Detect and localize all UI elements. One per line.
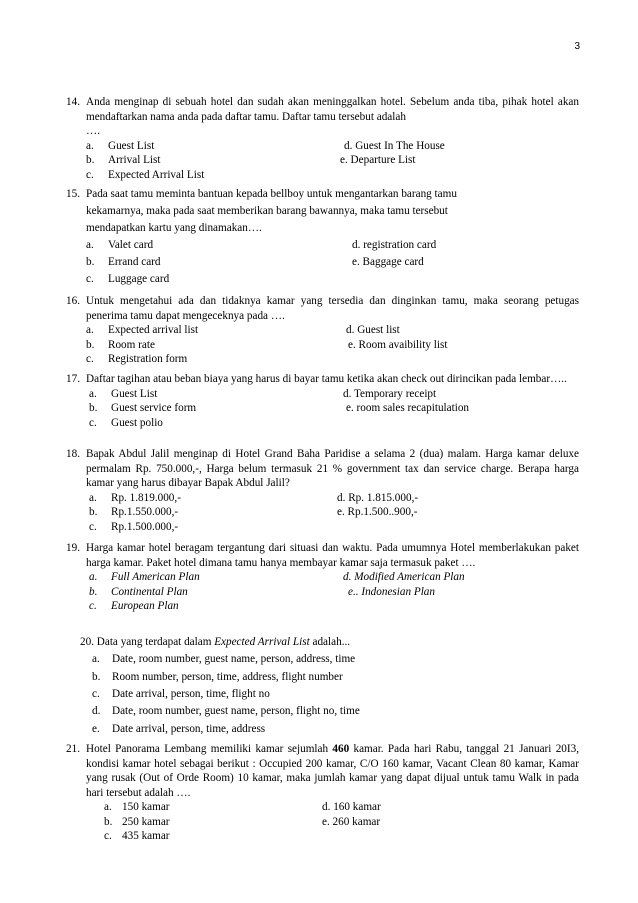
question-number: 20. — [80, 636, 94, 648]
option-row: a. Valet card d. registration card — [86, 237, 579, 254]
option-row: b. 250 kamar e. 260 kamar — [104, 815, 381, 828]
option-row: a. Rp. 1.819.000,- d. Rp. 1.815.000,- — [89, 491, 419, 504]
option-row: c. Expected Arrival List — [86, 168, 205, 181]
option-row: b. Guest service form e. room sales recapitulation — [89, 402, 470, 415]
option-row: a. Guest List d. Guest In The House — [86, 139, 445, 152]
option-row: c. Registration form — [86, 353, 188, 366]
question-text: 17. Daftar tagihan atau beban biaya yang harus di bayar tamu ketika akan check out dirincikan pada lembar….. — [66, 373, 567, 385]
option-b: Room rate — [108, 338, 155, 351]
question-number: 18. — [66, 448, 80, 460]
option-d: d. Guest In The House — [344, 139, 445, 152]
option-row: b. Room number, person, time, address, flight number — [92, 669, 580, 686]
option-a: Guest List — [111, 387, 158, 400]
option-d: d. 160 kamar — [322, 801, 381, 814]
question-text: 16. Untuk mengetahui ada dan tidaknya kamar yang tersedia dan dinginkan tamu, maka seorang petugas penerima tamu dapat mengeceknya pada …. — [66, 295, 579, 322]
question-text: 14. Anda menginap di sebuah hotel dan sudah akan meninggalkan hotel. Sebelum anda tiba, pihak hotel akan mendaftarkan nama anda pada daftar tamu. Daftar tamu tersebut adalah — [66, 96, 579, 123]
option-row: b. Rp.1.550.000,- e. Rp.1.500..900,- — [89, 506, 418, 519]
question-14 — [66, 95, 579, 182]
option-a: Rp. 1.819.000,- — [111, 491, 181, 504]
option-row: e. Date arrival, person, time, address — [92, 721, 580, 738]
option-b: Rp.1.550.000,- — [111, 506, 179, 519]
ellipsis: …. — [86, 125, 100, 138]
option-e: e. Departure List — [340, 154, 416, 167]
option-c: Guest polio — [111, 416, 163, 429]
option-e: Date arrival, person, time, address — [112, 722, 266, 735]
option-c: Date arrival, person, time, flight no — [112, 688, 270, 701]
option-b: Continental Plan — [111, 585, 188, 598]
option-row: a. Full American Plan d. Modified American Plan — [89, 571, 465, 584]
option-a: Date, room number, guest name, person, address, time — [112, 653, 356, 666]
option-c: European Plan — [111, 600, 179, 613]
question-19 — [66, 541, 579, 614]
question-text: 19. Harga kamar hotel beragam tergantung dari situasi dan waktu. Pada umumnya Hotel memberlakukan paket harga kamar. Paket hotel dimana tamu hanya membayar kamar saja termasuk paket …. — [66, 542, 579, 569]
question-20 — [80, 634, 580, 738]
option-a: Full American Plan — [111, 571, 200, 584]
option-e: e. Rp.1.500..900,- — [337, 506, 418, 519]
option-b: Errand card — [108, 256, 161, 269]
option-e: e. Baggage card — [352, 256, 424, 269]
option-e: e. Room avaibility list — [348, 338, 448, 351]
question-number: 16. — [66, 295, 80, 307]
question-17 — [66, 372, 579, 430]
option-row: b. Arrival List e. Departure List — [86, 154, 416, 167]
option-e: e. room sales recapitulation — [346, 402, 470, 415]
option-a: Expected arrival list — [108, 324, 199, 337]
option-row: c. Guest polio — [89, 416, 163, 429]
options — [86, 237, 579, 288]
option-d: d. Temporary receipt — [343, 387, 437, 400]
options — [86, 139, 579, 183]
options — [92, 651, 580, 738]
option-b: Arrival List — [108, 154, 161, 167]
question-text: 20. Data yang terdapat dalam Expected Arrival List adalah... — [80, 636, 351, 648]
option-row: b. Errand card e. Baggage card — [86, 254, 579, 271]
question-text: 21. Hotel Panorama Lembang memiliki kamar sejumlah 460 kamar. Pada hari Rabu, tanggal 21 Januari 20I3, kondisi kamar hotel sebagai berikut : Occupied 200 kamar, C/O 160 kamar, Vacant Clean 80 kamar, Kamar yang rusak (Out of Orde Room) 10 kamar, maka jumlah kamar yang dapat dijual untuk tamu Walk in pada hari tersebut adalah …. — [66, 743, 579, 799]
question-text: 15. Pada saat tamu meminta bantuan kepada bellboy untuk mengantarkan barang tamu — [66, 186, 579, 203]
question-18 — [66, 447, 579, 534]
option-e: e.. Indonesian Plan — [348, 585, 435, 598]
option-row: a. 150 kamar d. 160 kamar — [104, 801, 381, 814]
option-d: d. Rp. 1.815.000,- — [337, 491, 419, 504]
question-16 — [66, 294, 579, 367]
option-row: c. 435 kamar — [104, 830, 170, 843]
option-d: d. Guest list — [346, 324, 400, 337]
options — [89, 491, 579, 535]
option-row: a. Guest List d. Temporary receipt — [89, 387, 437, 400]
option-b: Guest service form — [111, 402, 197, 415]
question-15: 15. Pada saat tamu meminta bantuan kepada bellboy untuk mengantarkan barang tamu kekamarnya, maka pada saat memberikan barang bawannya, maka tamu tersebut mendapatkan kartu yang dinamakan…. a. Valet card d. registration card b. Errand card e. Baggage card c. Luggage card — [66, 186, 579, 288]
question-number: 19. — [66, 542, 80, 554]
option-row: c. Luggage card — [86, 271, 579, 288]
option-a: 150 kamar — [122, 801, 170, 814]
option-row: c. European Plan — [89, 600, 179, 613]
option-row: b. Room rate e. Room avaibility list — [86, 338, 448, 351]
option-a: Guest List — [108, 139, 155, 152]
option-row: a. Expected arrival list d. Guest list — [86, 324, 400, 337]
question-text: 18. Bapak Abdul Jalil menginap di Hotel Grand Baha Paridise a selama 2 (dua) malam. Harga kamar deluxe permalam Rp. 750.000,-, Harga belum termasuk 21 % government tax dan service charge. Berapa harga kamar yang harus dibayar Bapak Abdul Jalil? — [66, 448, 579, 490]
option-row: a. Date, room number, guest name, person, address, time — [92, 651, 580, 668]
option-c: Rp.1.500.000,- — [111, 520, 179, 533]
page-number: 3 — [574, 41, 580, 52]
option-d: Date, room number, guest name, person, flight no, time — [112, 705, 360, 718]
option-a: Valet card — [108, 239, 154, 252]
option-c: 435 kamar — [122, 830, 170, 843]
option-b: 250 kamar — [122, 815, 170, 828]
options — [86, 323, 579, 367]
option-c: Registration form — [108, 353, 188, 366]
option-b: Room number, person, time, address, flight number — [112, 670, 343, 683]
question-number: 15. — [66, 188, 80, 200]
option-d: d. Modified American Plan — [343, 571, 465, 584]
question-number: 17. — [66, 373, 80, 385]
option-row: c. Date arrival, person, time, flight no — [92, 686, 580, 703]
option-e: e. 260 kamar — [322, 815, 381, 828]
option-c: Luggage card — [108, 273, 170, 286]
options — [104, 800, 579, 844]
question-number: 21. — [66, 743, 80, 755]
options — [89, 387, 579, 431]
option-c: Expected Arrival List — [108, 168, 205, 181]
option-d: d. registration card — [352, 239, 437, 252]
option-row: b. Continental Plan e.. Indonesian Plan — [89, 585, 435, 598]
room-count: 460 — [332, 743, 350, 755]
options — [89, 570, 579, 614]
option-row: c. Rp.1.500.000,- — [89, 520, 179, 533]
option-row: d. Date, room number, guest name, person, flight no, time — [92, 703, 580, 720]
question-21 — [66, 742, 579, 844]
question-number: 14. — [66, 96, 80, 108]
